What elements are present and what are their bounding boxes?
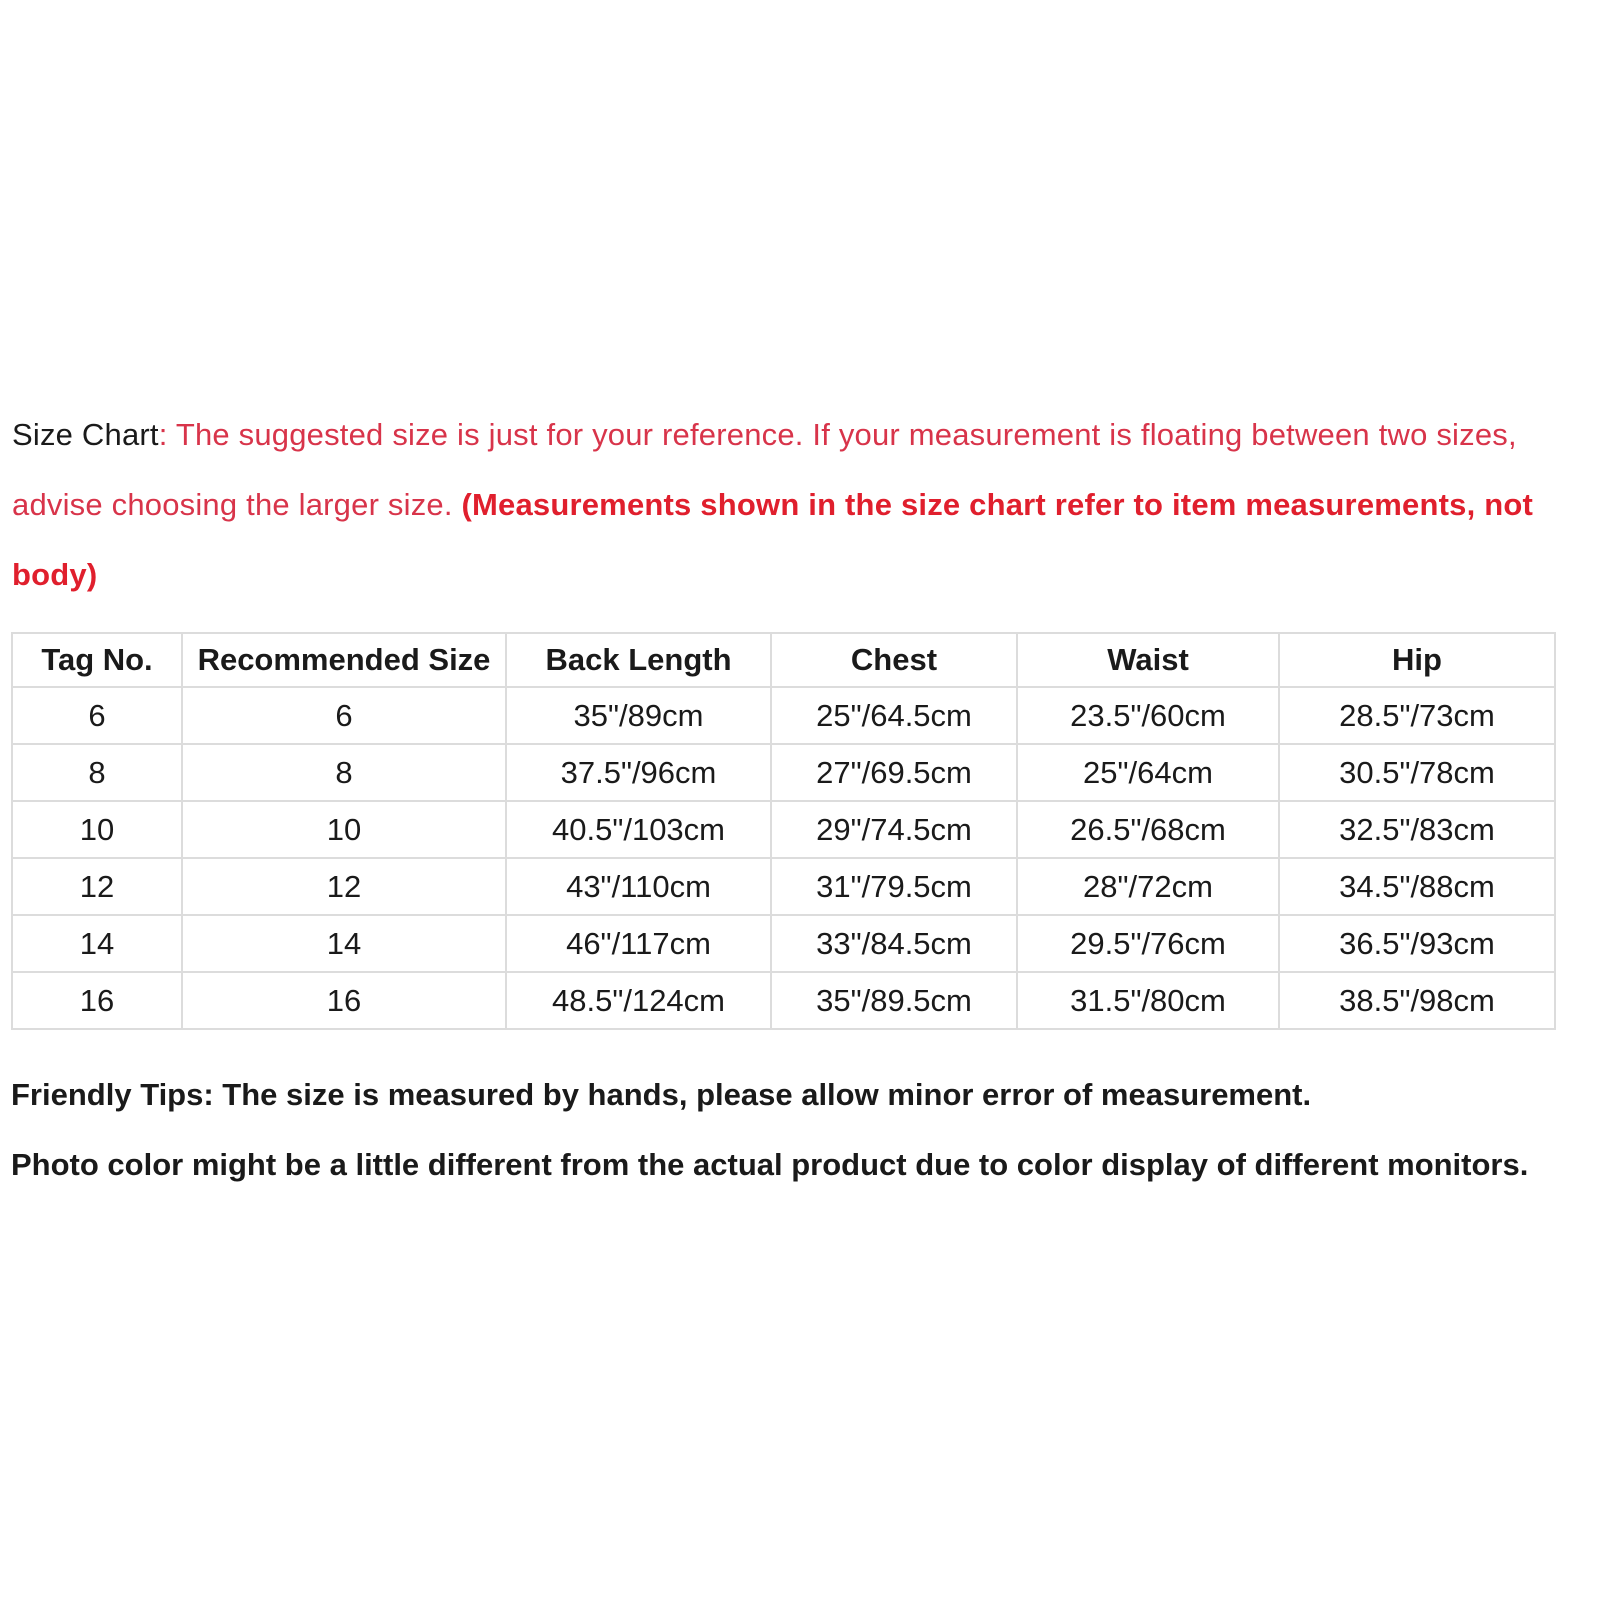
cell-back-length: 46"/117cm [506, 915, 771, 972]
cell-chest: 33"/84.5cm [771, 915, 1017, 972]
header-back-length: Back Length [506, 633, 771, 687]
cell-tag-no: 6 [12, 687, 182, 744]
cell-waist: 31.5"/80cm [1017, 972, 1279, 1029]
cell-chest: 31"/79.5cm [771, 858, 1017, 915]
cell-chest: 29"/74.5cm [771, 801, 1017, 858]
friendly-tips [11, 1060, 1596, 1200]
size-chart-intro [12, 400, 1592, 610]
header-waist: Waist [1017, 633, 1279, 687]
size-chart-measurement-note: (Measurements shown in the size chart refer to item measurements, not body) [12, 487, 1533, 592]
size-table [11, 632, 1556, 1030]
cell-hip: 32.5"/83cm [1279, 801, 1555, 858]
size-chart-colon: : [158, 417, 176, 452]
header-recommended-size: Recommended Size [182, 633, 506, 687]
header-chest: Chest [771, 633, 1017, 687]
table-row [12, 744, 1555, 801]
cell-recommended-size: 8 [182, 744, 506, 801]
table-row [12, 687, 1555, 744]
tip-measurement-error: Friendly Tips: The size is measured by hands, please allow minor error of measurement. [11, 1077, 1312, 1112]
table-row [12, 858, 1555, 915]
table-row [12, 801, 1555, 858]
table-row [12, 972, 1555, 1029]
cell-hip: 28.5"/73cm [1279, 687, 1555, 744]
cell-recommended-size: 16 [182, 972, 506, 1029]
cell-back-length: 48.5"/124cm [506, 972, 771, 1029]
cell-tag-no: 8 [12, 744, 182, 801]
size-chart-reference-note: The suggested size is just for your reference. If your measurement is floating between two sizes, advise choosing the larger size. [12, 417, 1517, 522]
cell-waist: 29.5"/76cm [1017, 915, 1279, 972]
cell-recommended-size: 12 [182, 858, 506, 915]
cell-waist: 23.5"/60cm [1017, 687, 1279, 744]
cell-back-length: 37.5"/96cm [506, 744, 771, 801]
cell-back-length: 40.5"/103cm [506, 801, 771, 858]
cell-recommended-size: 10 [182, 801, 506, 858]
cell-waist: 25"/64cm [1017, 744, 1279, 801]
cell-tag-no: 12 [12, 858, 182, 915]
cell-tag-no: 10 [12, 801, 182, 858]
cell-hip: 30.5"/78cm [1279, 744, 1555, 801]
cell-hip: 34.5"/88cm [1279, 858, 1555, 915]
cell-recommended-size: 14 [182, 915, 506, 972]
cell-chest: 27"/69.5cm [771, 744, 1017, 801]
table-header-row [12, 633, 1555, 687]
cell-waist: 26.5"/68cm [1017, 801, 1279, 858]
cell-back-length: 35"/89cm [506, 687, 771, 744]
cell-chest: 35"/89.5cm [771, 972, 1017, 1029]
header-tag-no: Tag No. [12, 633, 182, 687]
cell-back-length: 43"/110cm [506, 858, 771, 915]
table-row [12, 915, 1555, 972]
cell-tag-no: 14 [12, 915, 182, 972]
cell-chest: 25"/64.5cm [771, 687, 1017, 744]
size-chart-label: Size Chart [12, 417, 159, 452]
cell-recommended-size: 6 [182, 687, 506, 744]
header-hip: Hip [1279, 633, 1555, 687]
cell-tag-no: 16 [12, 972, 182, 1029]
cell-waist: 28"/72cm [1017, 858, 1279, 915]
tip-photo-color: Photo color might be a little different from the actual product due to color display of different monitors. [11, 1147, 1529, 1182]
cell-hip: 38.5"/98cm [1279, 972, 1555, 1029]
cell-hip: 36.5"/93cm [1279, 915, 1555, 972]
